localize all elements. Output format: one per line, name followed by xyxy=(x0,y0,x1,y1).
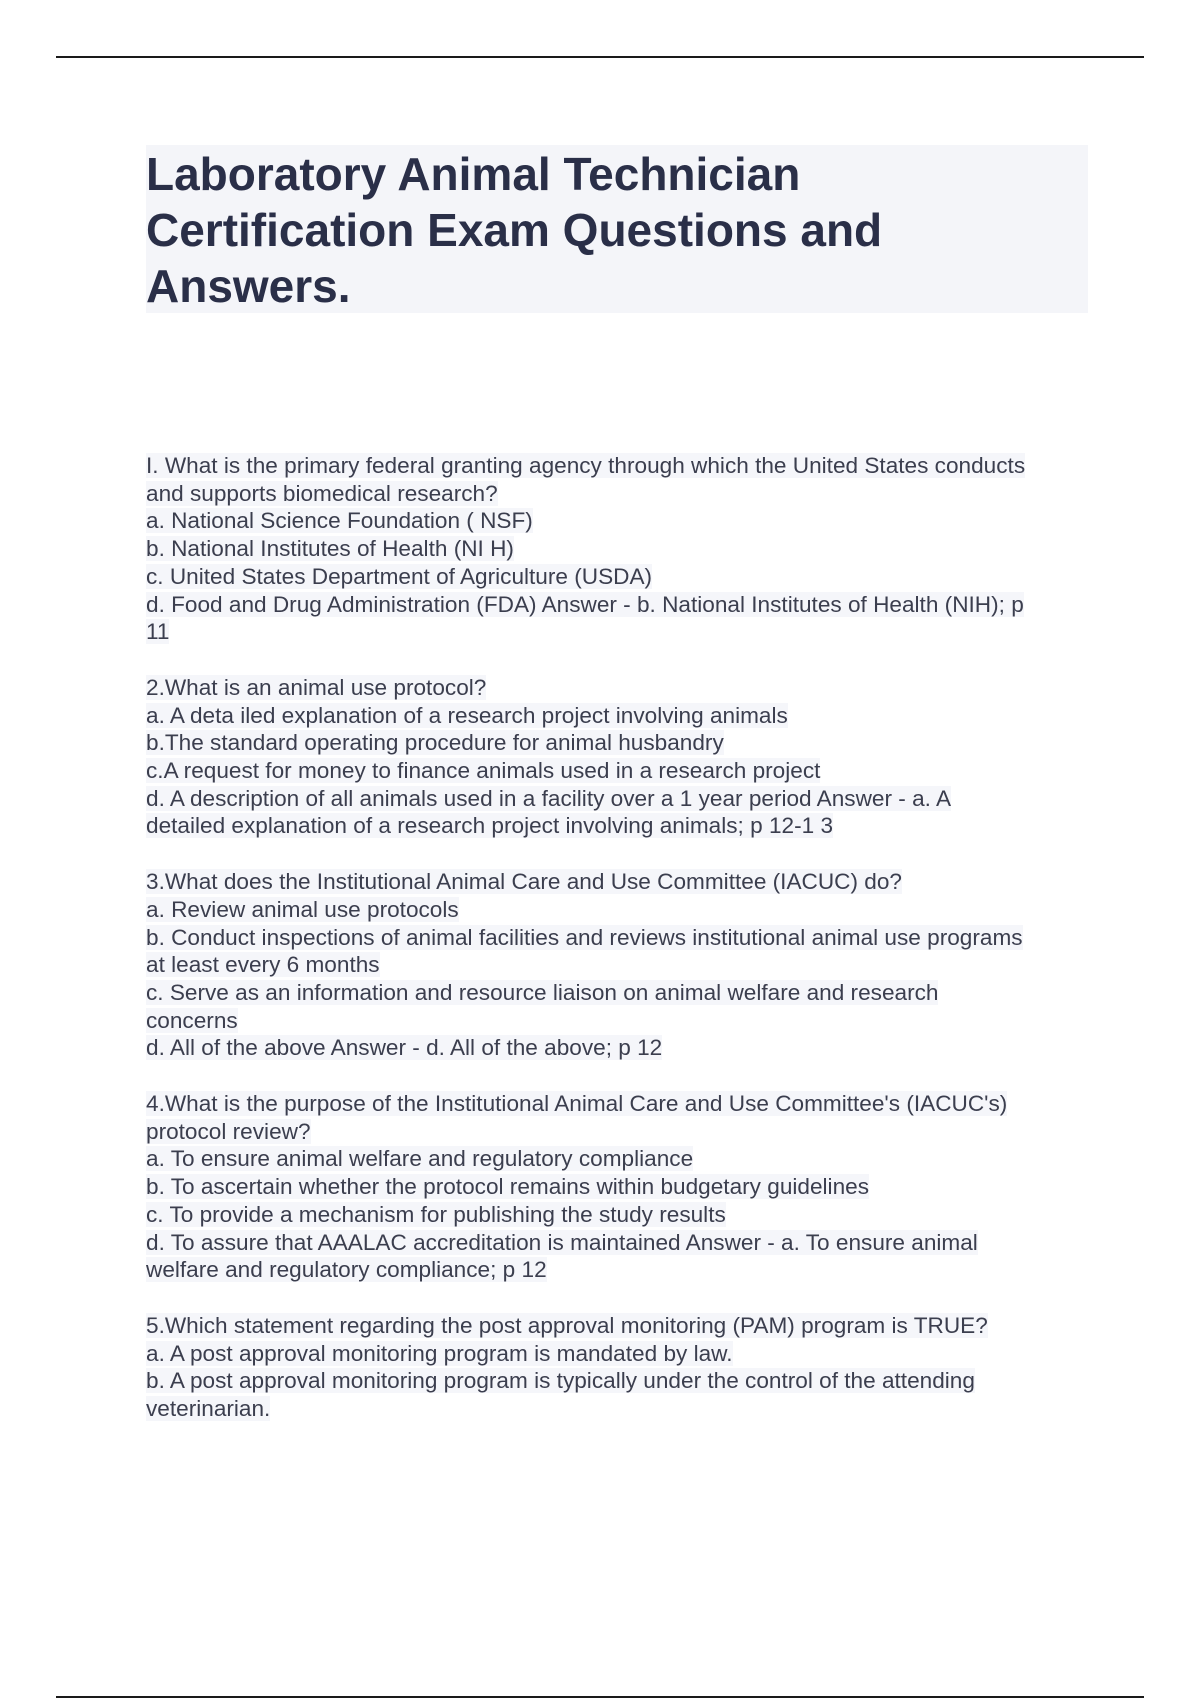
question-line xyxy=(146,868,1094,896)
question-line xyxy=(146,757,1094,785)
question-line xyxy=(146,1367,1094,1395)
question-line-text: d. Food and Drug Administration (FDA) Answer - b. National Institutes of Health (NIH); p xyxy=(146,591,1024,617)
question-line xyxy=(146,1090,1094,1118)
top-rule xyxy=(56,56,1144,58)
question-line-text: d. To assure that AAALAC accreditation is maintained Answer - a. To ensure animal xyxy=(146,1229,978,1255)
question-line xyxy=(146,674,1094,702)
question-line-text: b. To ascertain whether the protocol remains within budgetary guidelines xyxy=(146,1174,869,1200)
question-line-text: protocol review? xyxy=(146,1118,311,1144)
question-line xyxy=(146,1118,1094,1146)
question-line xyxy=(146,1034,1094,1062)
question-line-text: a. To ensure animal welfare and regulatory compliance xyxy=(146,1146,694,1172)
question-block xyxy=(146,868,1094,1062)
question-line xyxy=(146,979,1094,1007)
question-line xyxy=(146,951,1094,979)
question-line xyxy=(146,618,1094,646)
question-line-text: d. A description of all animals used in a facility over a 1 year period Answer - a. A xyxy=(146,785,952,811)
question-block xyxy=(146,452,1094,646)
question-block xyxy=(146,1090,1094,1284)
question-line-text: b.The standard operating procedure for animal husbandry xyxy=(146,730,724,756)
question-line xyxy=(146,507,1094,535)
question-line-text: b. A post approval monitoring program is typically under the control of the attending xyxy=(146,1368,975,1394)
question-list xyxy=(146,452,1094,1451)
question-line xyxy=(146,1173,1094,1201)
question-line xyxy=(146,1340,1094,1368)
question-line-text: at least every 6 months xyxy=(146,952,380,978)
question-line xyxy=(146,1229,1094,1257)
question-line-text: a. A deta iled explanation of a research project involving animals xyxy=(146,702,788,728)
question-line-text: 11 xyxy=(146,619,170,645)
document-title xyxy=(146,146,1046,314)
question-line-text: b. National Institutes of Health (NI H) xyxy=(146,536,514,562)
question-block xyxy=(146,674,1094,840)
title-line: Certification Exam Questions and xyxy=(146,204,883,256)
question-line-text: veterinarian. xyxy=(146,1396,271,1422)
question-line-text: b. Conduct inspections of animal facilities and reviews institutional animal use programs xyxy=(146,924,1023,950)
question-line xyxy=(146,1312,1094,1340)
question-line-text: d. All of the above Answer - d. All of the above; p 12 xyxy=(146,1035,663,1061)
question-line-text: a. National Science Foundation ( NSF) xyxy=(146,508,533,534)
title-line: Answers. xyxy=(146,260,351,312)
question-line xyxy=(146,563,1094,591)
question-line-text: 5.Which statement regarding the post approval monitoring (PAM) program is TRUE? xyxy=(146,1312,988,1338)
question-block xyxy=(146,1312,1094,1423)
question-line xyxy=(146,1007,1094,1035)
question-line-text: welfare and regulatory compliance; p 12 xyxy=(146,1257,547,1283)
question-line-text: 3.What does the Institutional Animal Care and Use Committee (IACUC) do? xyxy=(146,869,902,895)
question-line xyxy=(146,535,1094,563)
question-line-text: c. Serve as an information and resource liaison on animal welfare and research xyxy=(146,979,939,1005)
question-line-text: 2.What is an animal use protocol? xyxy=(146,674,487,700)
question-line xyxy=(146,1145,1094,1173)
question-line-text: concerns xyxy=(146,1007,238,1033)
question-line-text: a. A post approval monitoring program is mandated by law. xyxy=(146,1340,733,1366)
question-line xyxy=(146,785,1094,813)
question-line xyxy=(146,812,1094,840)
bottom-rule xyxy=(56,1696,1144,1698)
question-line xyxy=(146,729,1094,757)
question-line xyxy=(146,896,1094,924)
title-line: Laboratory Animal Technician xyxy=(146,148,801,200)
question-line xyxy=(146,1201,1094,1229)
question-line xyxy=(146,1395,1094,1423)
question-line-text: a. Review animal use protocols xyxy=(146,896,459,922)
question-line-text: I. What is the primary federal granting agency through which the United States conducts xyxy=(146,453,1026,478)
question-line xyxy=(146,1256,1094,1284)
question-line xyxy=(146,591,1094,619)
question-line-text: c. United States Department of Agriculture (USDA) xyxy=(146,563,653,589)
question-line xyxy=(146,924,1094,952)
question-line-text: detailed explanation of a research project involving animals; p 12-1 3 xyxy=(146,813,834,839)
question-line xyxy=(146,480,1094,508)
question-line-text: c.A request for money to finance animals used in a research project xyxy=(146,758,821,784)
question-line-text: and supports biomedical research? xyxy=(146,480,498,506)
question-line-text: c. To provide a mechanism for publishing the study results xyxy=(146,1201,726,1227)
question-line-text: 4.What is the purpose of the Institutional Animal Care and Use Committee's (IACUC's) xyxy=(146,1091,1008,1117)
question-line xyxy=(146,702,1094,730)
question-line xyxy=(146,452,1094,480)
